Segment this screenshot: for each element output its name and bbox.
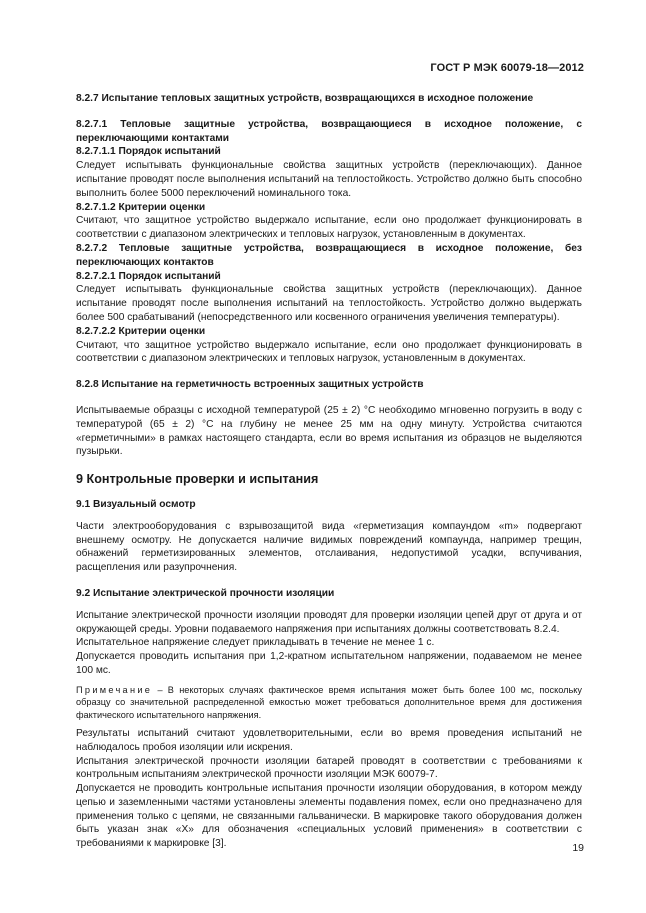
paragraph: Испытательное напряжение следует прикладывать в течение не менее 1 с.: [76, 637, 435, 649]
section-9-title: 9 Контрольные проверки и испытания: [76, 472, 319, 487]
heading-8-2-7-1-1: 8.2.7.1.1 Порядок испытаний: [76, 146, 221, 158]
heading-8-2-7-2: 8.2.7.2 Тепловые защитные устройства, возвращающиеся в исходное положение, без переключающих контактов: [76, 242, 582, 268]
note-label: Примечание: [76, 684, 153, 695]
paragraph: Следует испытывать функциональные свойства защитных устройств (переключающих). Данное испытание проводят после выполнения испытаний на теплостойкость. Устройство должно выдержать более 500 срабатываний (непосредственного или косвенного ограничения увеличения температуры).: [76, 284, 582, 323]
paragraph: Считают, что защитное устройство выдержало испытание, если оно продолжает функционировать в соответствии с диапазоном электрических и тепловых нагрузок, установленным в документах.: [76, 339, 582, 365]
paragraph: Испытываемые образцы с исходной температурой (25 ± 2) °С необходимо мгновенно погрузить в воду с температурой (65 ± 2) °С на глубину не менее 25 мм на одну минуту. Устройства считаются «герметичными» в рамках настоящего стандарта, если во время испытания из образцов не выделяются пузырьки.: [76, 404, 582, 458]
paragraph: Испытания электрической прочности изоляции батарей проводят в соответствии с требованиями к контрольным испытаниям электрической прочности изоляции МЭК 60079-7.: [76, 755, 582, 781]
paragraph: Следует испытывать функциональные свойства защитных устройств (переключающих). Данное испытание проводят после выполнения испытаний на теплостойкость. Устройство должно быть способно выполнить более 5000 переключений номинального тока.: [76, 160, 582, 199]
heading-8-2-7-2-1: 8.2.7.2.1 Порядок испытаний: [76, 270, 221, 282]
heading-8-2-7-2-2: 8.2.7.2.2 Критерии оценки: [76, 325, 206, 337]
heading-8-2-7-1: 8.2.7.1 Тепловые защитные устройства, возвращающиеся в исходное положение, с переключающими контактами: [76, 118, 582, 144]
heading-9-2: 9.2 Испытание электрической прочности изоляции: [76, 587, 335, 599]
note-text: – В некоторых случаях фактическое время испытания может быть более 100 мс, поскольку образцу со значительной распределенной емкостью может требоваться дополнительное время для достижения фактического испытательного напряжения.: [76, 684, 582, 720]
paragraph: Допускается проводить испытания при 1,2-кратном испытательном напряжении, подаваемом не менее 100 мс.: [76, 651, 582, 676]
paragraph: Испытание электрической прочности изоляции проводят для проверки изоляции цепей друг от друга и от окружающей среды. Уровни подаваемого напряжения при испытаниях должны соответствовать 8.2.4.: [76, 609, 582, 635]
heading-8-2-8: 8.2.8 Испытание на герметичность встроенных защитных устройств: [76, 379, 424, 391]
document-body: [76, 92, 582, 851]
heading-8-2-7-1-2: 8.2.7.1.2 Критерии оценки: [76, 201, 206, 213]
paragraph: Считают, что защитное устройство выдержало испытание, если оно продолжает функционировать в соответствии с диапазоном электрических и тепловых нагрузок, установленным в документах.: [76, 215, 582, 241]
paragraph: Допускается не проводить контрольные испытания прочности изоляции оборудования, в котором между цепью и заземленными частями установлены элементы подавления помех, если оно предназначено для применения только с цепями, не связанными гальванически. В маркировке такого оборудования должен быть указан знак «X» для обозначения «специальных условий применения» в соответствии с требованиями к маркировке [3].: [76, 783, 582, 850]
paragraph: Результаты испытаний считают удовлетворительными, если во время проведения испытаний не наблюдалось пробоя изоляции или искрения.: [76, 727, 582, 753]
paragraph: Части электрооборудования с взрывозащитой вида «герметизация компаундом «m» подвергают внешнему осмотру. Не допускается наличие видимых повреждений компаунда, например трещин, обнажений герметизированных элементов, отслаивания, недопустимой усадки, вспучивания, расщепления или разупрочнения.: [76, 520, 582, 574]
note: [76, 684, 582, 721]
heading-8-2-7: 8.2.7 Испытание тепловых защитных устройств, возвращающихся в исходное положение: [76, 93, 534, 104]
document-header: ГОСТ Р МЭК 60079-18—2012: [430, 62, 584, 74]
heading-9-1: 9.1 Визуальный осмотр: [76, 498, 196, 510]
page-number: 19: [572, 842, 584, 854]
